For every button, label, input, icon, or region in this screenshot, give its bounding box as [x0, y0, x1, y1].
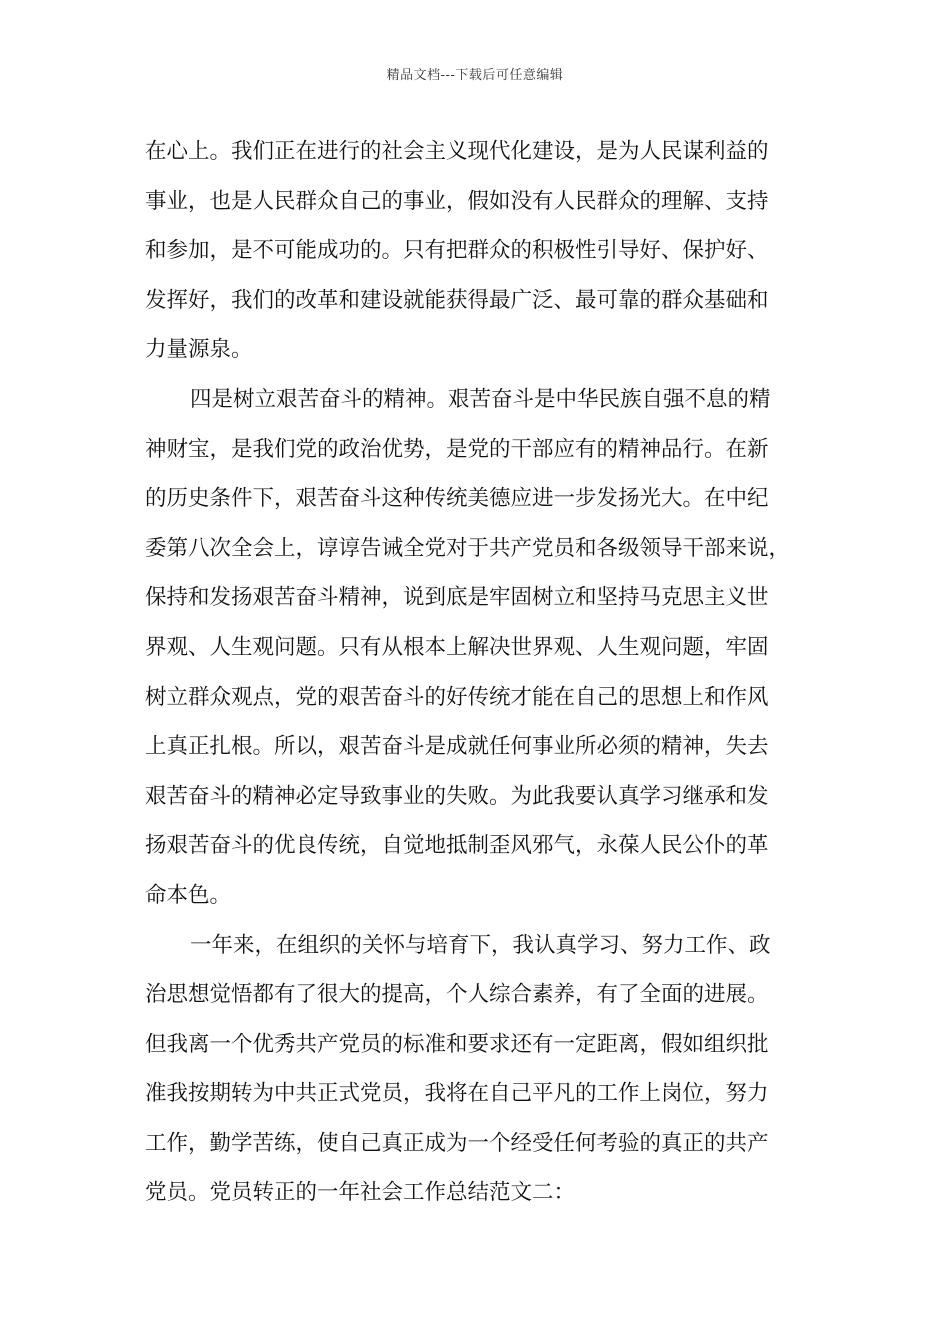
text-line: 委第八次全会上，谆谆告诫全党对于共产党员和各级领导干部来说，: [145, 535, 791, 561]
text-line: 的历史条件下，艰苦奋斗这种传统美德应进一步发扬光大。在中纪: [145, 486, 769, 512]
text-line: 上真正扎根。所以，艰苦奋斗是成就任何事业所必须的精神，失去: [145, 734, 769, 760]
text-line: 艰苦奋斗的精神必定导致事业的失败。为此我要认真学习继承和发: [145, 783, 769, 809]
paragraph: [145, 921, 811, 1219]
paragraph: [145, 375, 811, 921]
text-line: 命本色。: [145, 882, 232, 908]
paragraph: [145, 127, 811, 375]
text-line: 神财宝，是我们党的政治优势，是党的干部应有的精神品行。在新: [145, 436, 769, 462]
text-line: 树立群众观点，党的艰苦奋斗的好传统才能在自己的思想上和作风: [145, 684, 769, 710]
document-body: [145, 127, 811, 1218]
page-header: 精品文档---下载后可任意编辑: [386, 68, 564, 83]
text-line: 四是树立艰苦奋斗的精神。艰苦奋斗是中华民族自强不息的精: [190, 386, 771, 412]
text-line: 准我按期转为中共正式党员，我将在自己平凡的工作上岗位，努力: [145, 1081, 769, 1107]
text-line: 界观、人生观问题。只有从根本上解决世界观、人生观问题，牢固: [145, 634, 769, 660]
text-line: 力量源泉。: [145, 337, 253, 363]
text-line: 一年来，在组织的关怀与培育下，我认真学习、努力工作、政: [190, 932, 771, 958]
text-line: 保持和发扬艰苦奋斗精神，说到底是牢固树立和坚持马克思主义世: [145, 585, 769, 611]
text-line: 事业，也是人民群众自己的事业，假如没有人民群众的理解、支持: [145, 188, 769, 214]
text-line: 但我离一个优秀共产党员的标准和要求还有一定距离，假如组织批: [145, 1031, 769, 1057]
text-line: 治思想觉悟都有了很大的提高，个人综合素养，有了全面的进展。: [145, 982, 769, 1008]
text-line: 发挥好，我们的改革和建设就能获得最广泛、最可靠的群众基础和: [145, 287, 769, 313]
text-line: 和参加，是不可能成功的。只有把群众的积极性引导好、保护好、: [145, 238, 769, 264]
text-line: 工作，勤学苦练，使自己真正成为一个经受任何考验的真正的共产: [145, 1130, 769, 1156]
text-line: 在心上。我们正在进行的社会主义现代化建设，是为人民谋利益的: [145, 139, 769, 164]
text-line: 扬艰苦奋斗的优良传统，自觉地抵制歪风邪气，永葆人民公仆的革: [145, 833, 769, 859]
text-line: 党员。党员转正的一年社会工作总结范文二：: [145, 1180, 576, 1206]
